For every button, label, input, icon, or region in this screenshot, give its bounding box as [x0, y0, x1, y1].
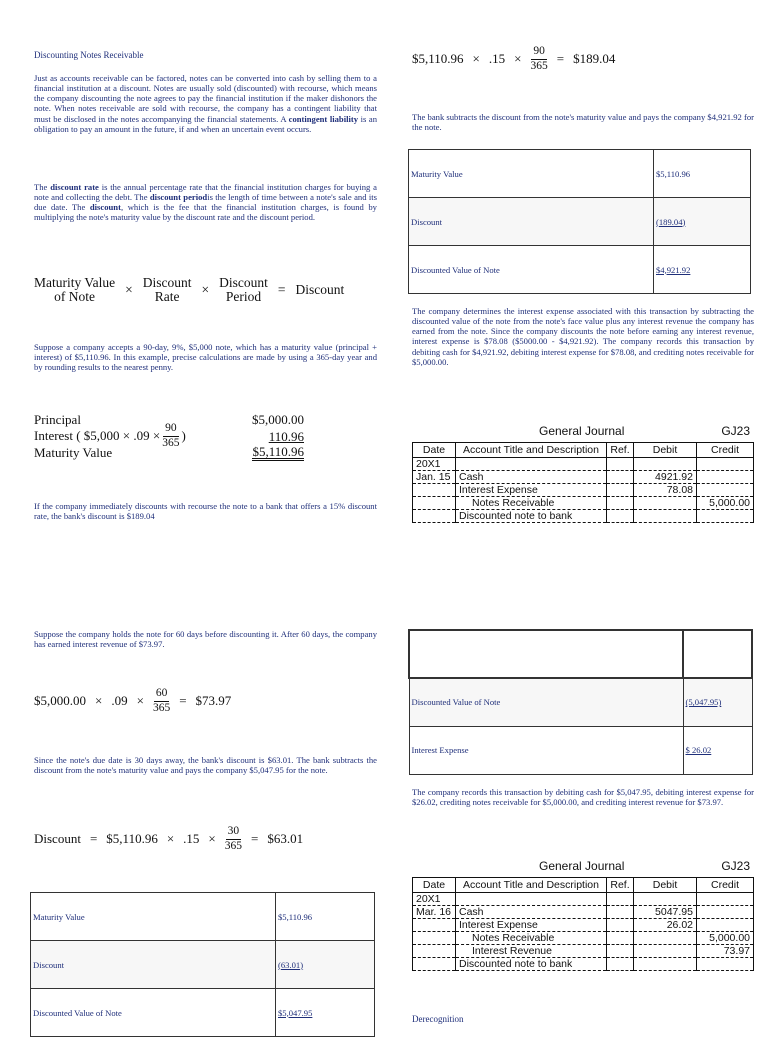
table-row	[409, 678, 752, 726]
footer-heading: Derecognition	[412, 1014, 464, 1024]
journal-code: GJ23	[721, 424, 750, 438]
table-label: Maturity Value	[31, 893, 276, 941]
table-label: Maturity Value	[409, 150, 654, 198]
journal-title: General Journal	[539, 859, 625, 873]
paragraph-interest-expense: The company determines the interest expense associated with this transaction by subtracting the discounted value of the note from the note's face value plus any interest revenue the company has earned from the note. Since the company discounts the note before earning any interest revenue, interest expense is $78.08 ($5000.00 - $4,921.92). The company records this transaction by debiting cash for $4,921.92, debiting interest expense for $78.08, and crediting notes receivable for $5,000.00.	[412, 306, 754, 367]
table-row	[31, 893, 375, 941]
journal-header: Date Account Title and Description Ref. Debit Credit	[413, 878, 754, 893]
table-value: $ 26.02	[685, 745, 712, 755]
paragraph-example-note: Suppose a company accepts a 90-day, 9%, $5,000 note, which has a maturity value (principal + interest) of $5,110.96. In this example, precise calculations are made by using a 365-day year and by rounding results to the nearest penny.	[34, 342, 377, 373]
table-label: Discounted Value of Note	[409, 246, 654, 294]
journal-table	[412, 877, 754, 971]
equation-63: Discount = $5,110.96 × .15 × $\frac{30}{365}$ = $63.01	[34, 825, 304, 852]
paragraph-bank-discount: If the company immediately discounts with recourse the note to a bank that offers a 15% discount rate, the bank's discount is $189.04	[34, 501, 377, 522]
times-sign: ×	[201, 282, 210, 298]
paragraph-discount-rate: The discount rate is the annual percentage rate that the financial institution charges for buying a note and collecting the debt. The discount periodis the length of time between a note's sale and its due date. The discount, which is the fee that the financial institution charges, is found by multiplying the note's maturity value by the discount rate and the discount period.	[34, 182, 378, 223]
table-value: $4,921.92	[656, 264, 691, 275]
paragraph-records-transaction: The company records this transaction by debiting cash for $5,047.95, debiting interest expense for $26.02, crediting notes receivable for $5,000.00, and crediting interest revenue for $73.97.	[412, 787, 754, 808]
discount-table-2	[30, 892, 375, 1037]
table-row	[31, 989, 375, 1037]
table-value: (63.01)	[278, 959, 304, 970]
formula-maturity-value: Maturity Value of Note	[34, 275, 116, 305]
paragraph-30-days: Since the note's due date is 30 days away, the bank's discount is $63.01. The bank subtracts the discount from the note's maturity value and pays the company $5,047.95 for the note.	[34, 755, 377, 776]
journal-header: Date Account Title and Description Ref. Debit Credit	[413, 443, 754, 458]
general-journal-mar	[412, 859, 754, 979]
general-journal-jan	[412, 424, 754, 528]
principal-label: Principal	[34, 412, 81, 427]
table-value: $5,110.96	[654, 150, 751, 198]
table-value: $5,110.96	[276, 893, 375, 941]
journal-row: Notes Receivable 5,000.00	[413, 497, 754, 510]
table-row	[409, 630, 752, 678]
maturity-calculation	[34, 412, 304, 462]
table-value: $5,047.95	[278, 1007, 313, 1018]
journal-row: Jan. 15 Cash 4921.92	[413, 471, 754, 484]
paragraph-bank-subtracts: The bank subtracts the discount from the note's maturity value and pays the company $4,921.92 for the note.	[412, 112, 754, 133]
table-value: (5,047.95)	[685, 697, 722, 708]
maturity-value: $5,110.96	[252, 444, 304, 459]
table-label: Discount	[31, 941, 276, 989]
section-heading: Discounting Notes Receivable	[34, 50, 144, 60]
equals-sign: =	[277, 282, 286, 298]
formula-discount-rate: Discount Rate	[142, 275, 192, 305]
table-label: Interest Expense	[409, 726, 683, 774]
table-row	[409, 198, 751, 246]
table-value	[683, 630, 752, 678]
equation-189: $5,110.96 × .15 × $\frac{90}{365}$ = $189.04	[412, 45, 616, 72]
journal-row: 20X1	[413, 893, 754, 906]
equation-73: $5,000.00 × .09 × $\frac{60}{365}$ = $73.97	[34, 687, 232, 714]
interest-label: Interest ( $5,000 × .09 × $\frac{90}{365}$ )	[34, 422, 186, 449]
discount-table-1	[408, 149, 751, 294]
journal-table	[412, 442, 754, 523]
principal-value: $5,000.00	[252, 412, 304, 427]
paragraph-contingent-liability: Just as accounts receivable can be factored, notes can be converted into cash by selling them to a financial institution at a discount. Notes are usually sold (discounted) with recourse, which means the company discounting the note agrees to pay the financial institution if the maker dishonors the note. When notes receivable are sold with recourse, the company has a contingent liability that must be disclosed in the notes accompanying the financial statements. A contingent liability is an obligation to pay an amount in the future, if and when an uncertain event occurs.	[34, 73, 377, 134]
table-value: (189.04)	[656, 216, 686, 227]
journal-code: GJ23	[721, 859, 750, 873]
journal-row: Mar. 16 Cash 5047.95	[413, 906, 754, 919]
journal-title: General Journal	[539, 424, 625, 438]
formula-discount-period: Discount Period	[219, 275, 268, 305]
table-label: Discounted Value of Note	[409, 678, 683, 726]
table-label	[409, 630, 683, 678]
journal-row: Discounted note to bank	[413, 958, 754, 971]
table-row	[409, 246, 751, 294]
table-label: Discounted Value of Note	[31, 989, 276, 1037]
times-sign: ×	[125, 282, 133, 298]
interest-value: 110.96	[268, 429, 304, 444]
journal-row: Interest Expense 78.08	[413, 484, 754, 497]
journal-row: 20X1	[413, 458, 754, 471]
journal-row: Discounted note to bank	[413, 510, 754, 523]
formula-result: Discount	[295, 282, 345, 298]
discount-table-3	[408, 629, 753, 775]
journal-row: Interest Revenue 73.97	[413, 945, 754, 958]
maturity-label: Maturity Value	[34, 445, 113, 460]
journal-row: Interest Expense 26.02	[413, 919, 754, 932]
table-row	[409, 726, 752, 774]
table-row	[31, 941, 375, 989]
discount-formula	[34, 276, 344, 304]
table-label: Discount	[409, 198, 654, 246]
paragraph-hold-60-days: Suppose the company holds the note for 60 days before discounting it. After 60 days, the company has earned interest revenue of $73.97.	[34, 629, 377, 650]
journal-row: Notes Receivable 5,000.00	[413, 932, 754, 945]
table-row	[409, 150, 751, 198]
